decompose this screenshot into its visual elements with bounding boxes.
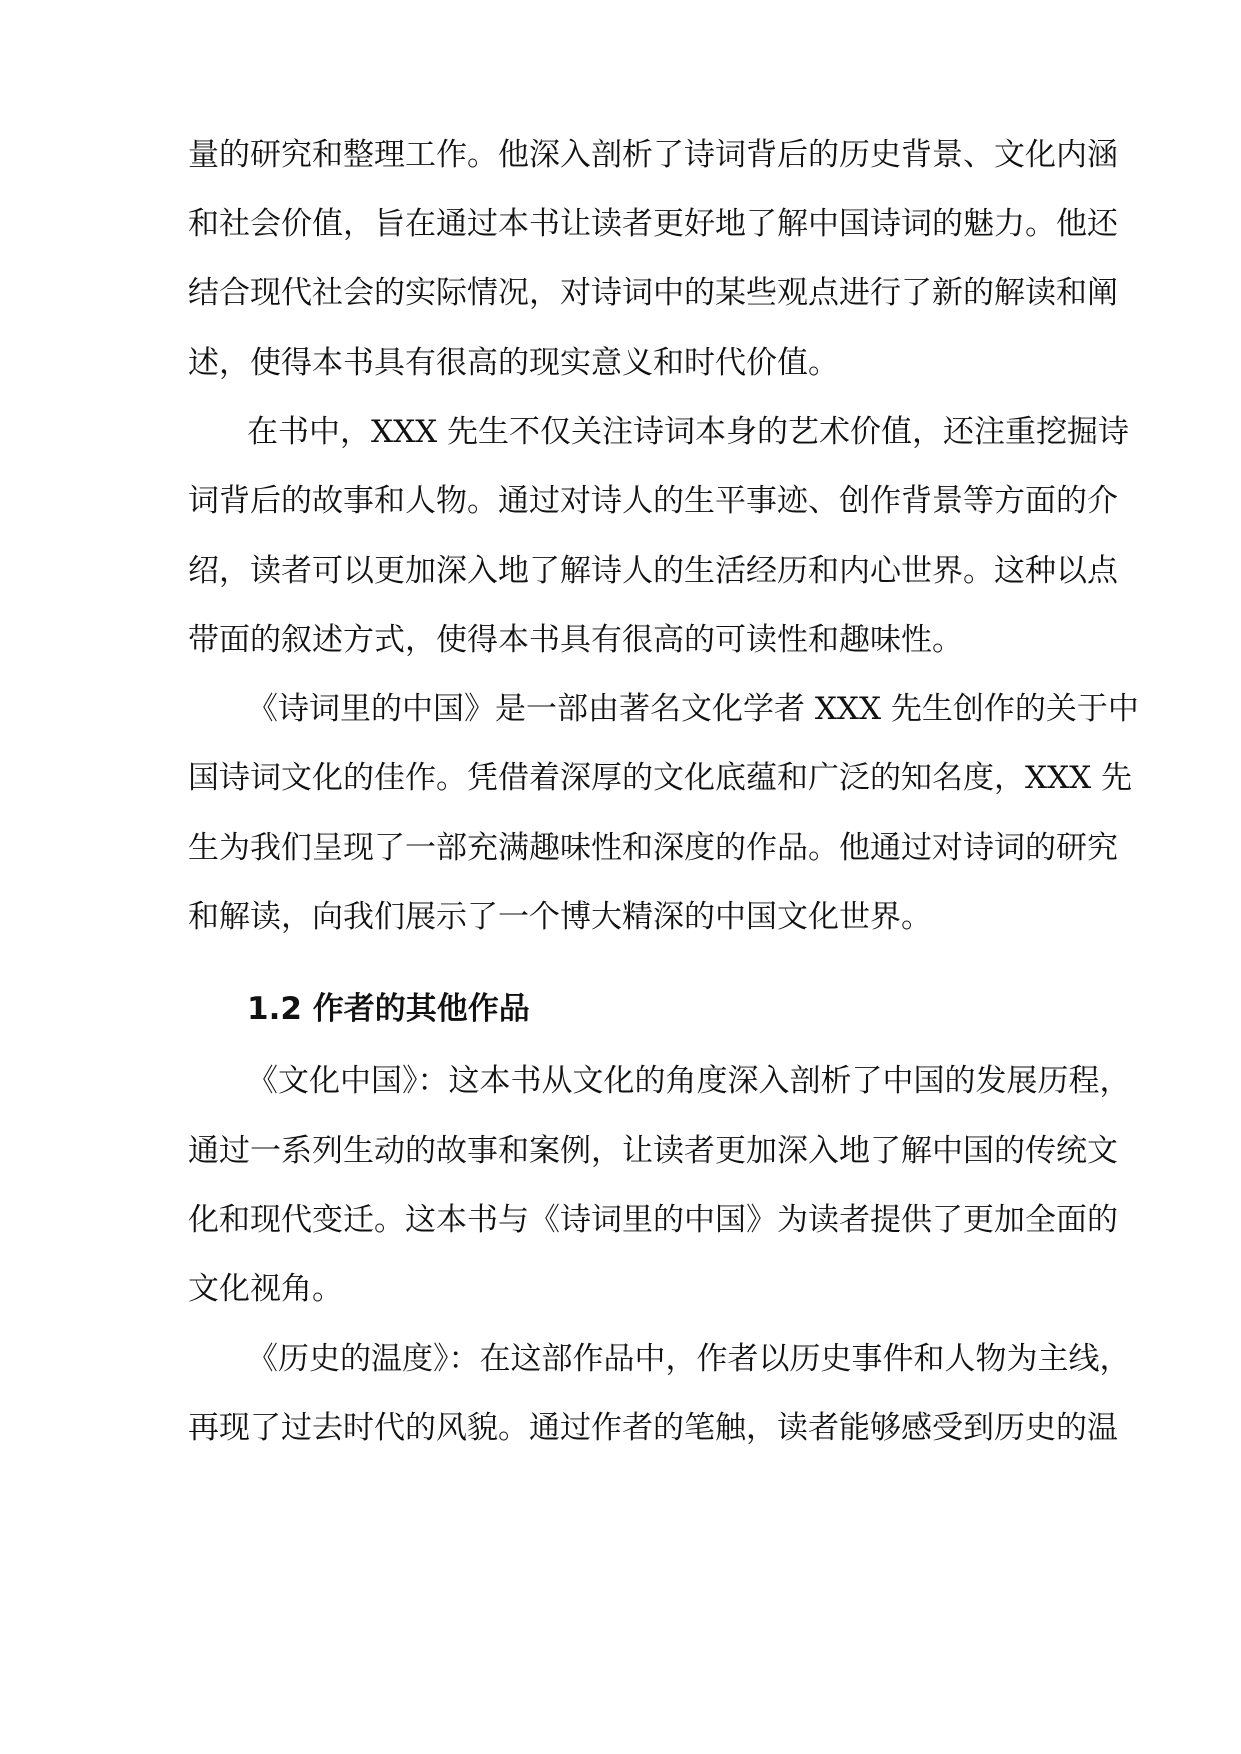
- text-line: 词背后的故事和人物。通过对诗人的生平事迹、创作背景等方面的介: [188, 483, 1118, 519]
- text-line: 《历史的温度》：在这部作品中，作者以历史事件和人物为主线，: [247, 1341, 1131, 1377]
- text-line: 结合现代社会的实际情况，对诗词中的某些观点进行了新的解读和阐: [188, 275, 1118, 311]
- text-line: 生为我们呈现了一部充满趣味性和深度的作品。他通过对诗词的研究: [188, 830, 1118, 866]
- text-line: 和解读，向我们展示了一个博大精深的中国文化世界。: [188, 899, 932, 935]
- text-line: 再现了过去时代的风貌。通过作者的笔触，读者能够感受到历史的温: [188, 1410, 1118, 1446]
- text-line: 化和现代变迁。这本书与《诗词里的中国》为读者提供了更加全面的: [188, 1202, 1118, 1238]
- section-heading: 1.2 作者的其他作品: [247, 991, 530, 1027]
- text-line: 述，使得本书具有很高的现实意义和时代价值。: [188, 345, 839, 381]
- text-line: 和社会价值，旨在通过本书让读者更好地了解中国诗词的魅力。他还: [188, 206, 1118, 242]
- text-line: 带面的叙述方式，使得本书具有很高的可读性和趣味性。: [188, 622, 963, 658]
- text-line: 《文化中国》：这本书从文化的角度深入剖析了中国的发展历程，: [247, 1063, 1131, 1099]
- text-line: 通过一系列生动的故事和案例，让读者更加深入地了解中国的传统文: [188, 1133, 1118, 1169]
- text-line: 量的研究和整理工作。他深入剖析了诗词背后的历史背景、文化内涵: [188, 137, 1118, 173]
- text-line: 在书中，XXX 先生不仅关注诗词本身的艺术价值，还注重挖掘诗: [247, 414, 1130, 450]
- text-line: 《诗词里的中国》是一部由著名文化学者 XXX 先生创作的关于中: [247, 691, 1139, 727]
- text-line: 绍，读者可以更加深入地了解诗人的生活经历和内心世界。这种以点: [188, 553, 1118, 589]
- text-line: 国诗词文化的佳作。凭借着深厚的文化底蕴和广泛的知名度，XXX 先: [188, 760, 1133, 796]
- text-line: 文化视角。: [188, 1271, 343, 1307]
